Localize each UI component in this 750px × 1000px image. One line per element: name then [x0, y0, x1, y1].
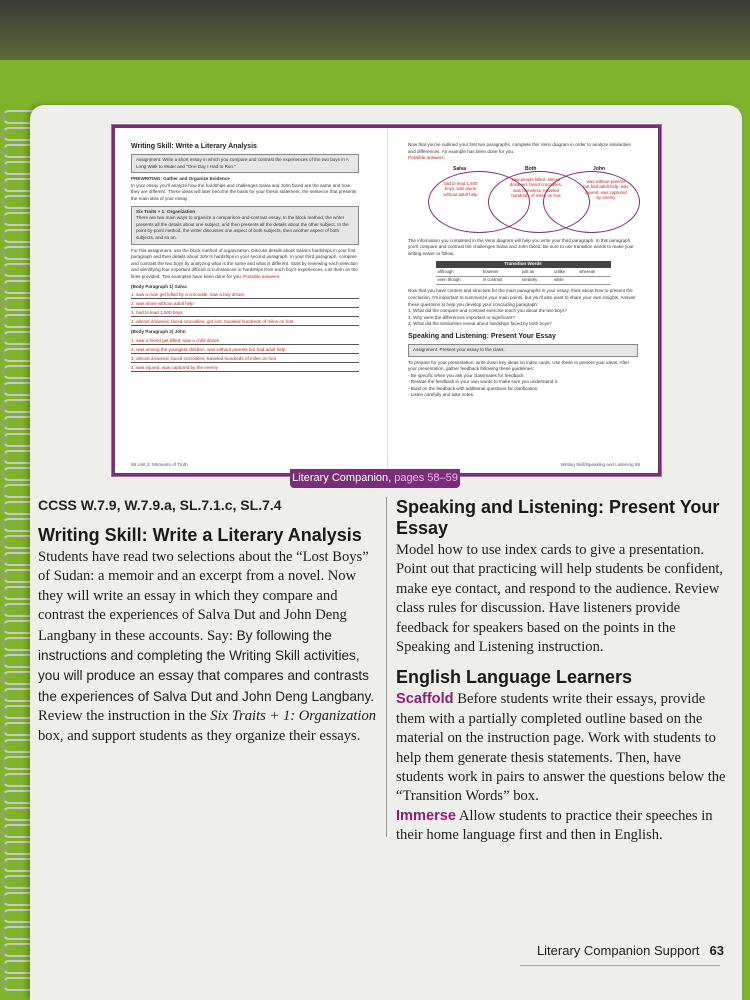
assignment-box: Assignment: Write a short essay in which you compare and contrast the experiences of the two boys in A Long Walk to Water and "One Day I Had to Run."	[131, 154, 359, 173]
speaking-listening-heading: Speaking and Listening: Present Your Essay	[396, 497, 720, 538]
sl-bullet: - Restate the feedback in your own words to make sure you understand it.	[408, 379, 559, 385]
immerse-tag: Immerse	[396, 807, 457, 824]
left-column	[38, 497, 378, 746]
venn-text-both: saw people killed, almost drowned, faced crocodiles, was homeless, traveled hundreds of miles on foot	[509, 176, 563, 198]
body1-item: 2. was alone without adult help	[131, 301, 359, 309]
inset-left-page	[131, 142, 359, 374]
six-traits-title: Six Traits + 1: Organization	[136, 208, 196, 214]
inset-right-page	[408, 142, 638, 399]
venn-label-both: Both	[525, 165, 537, 172]
venn-label-john: John	[593, 165, 605, 172]
writing-skill-paragraph	[38, 548, 378, 746]
body1-item: 4. almost drowned, faced crocodiles, got lost, traveled hundreds of miles on foot	[131, 319, 359, 327]
transition-words-title: Transition Words	[436, 261, 611, 269]
tw-cell: however	[481, 268, 520, 276]
body2-item: 3. almost drowned, faced crocodiles, traveled hundreds of miles on foot	[131, 356, 359, 364]
immerse-paragraph	[396, 807, 726, 846]
prewriting-heading: PREWRITING: Gather and Organize Evidence	[131, 176, 230, 182]
sl-bullet: - Be specific when you ask your classmates for feedback.	[408, 372, 525, 378]
venn-label-salva: Salva	[453, 165, 467, 172]
scaffold-text: Before students write their essays, provide them with a partially completed outline based on the material on the instruction page. Work with students to help them generate thesis statements. Then, have students work in pairs to answer the questions below the “Transition Words” box.	[396, 691, 726, 805]
sl-assignment-box: Assignment: Present your essay to the class.	[408, 344, 638, 357]
tw-cell: while	[552, 276, 577, 285]
body2-item: 2. was among the youngest children, was without parents but had adult help	[131, 347, 359, 355]
block-method-text	[131, 248, 359, 281]
transition-words-table	[436, 261, 611, 286]
sl-text: To prepare for your presentation, write down key ideas on index cards. Use these to present your ideas. After your presentation, gather feedback following these guidelines:	[408, 359, 630, 372]
venn-text-john: was without parents but had adult help, was injured, was captured by enemy	[583, 178, 629, 200]
immerse-text: Allow students to practice their speeches in their home language first and then in English.	[396, 807, 713, 844]
page-footer	[537, 943, 724, 958]
tw-cell: just as	[520, 268, 552, 276]
inset-sl-title: Speaking and Listening: Present Your Essay	[408, 332, 556, 340]
right-column	[396, 497, 726, 846]
question-item: 1. What did the compare-and-contrast exercise teach you about the two boys?	[408, 308, 568, 314]
background-top	[0, 0, 750, 60]
inset-right-footer: Writing Skill/Speaking and Listening 59	[560, 462, 640, 467]
body2-heading: (Body Paragraph 2) John	[131, 329, 186, 335]
inset-gutter	[387, 128, 388, 473]
block-method-body: For this assignment, use the block method of organization. Discuss details about Salva's hardships in your first paragraph and then details about John's hardships in your second paragraph. In your third paragraph, compare and contrast the two boys by analyzing what is the same and what is different. Start by reviewing each selection and identifying four important difficult circumstances or hardships from each boy's experiences. List them on the lines provided. Two examples have been done for you.	[131, 247, 358, 279]
tw-cell: although	[436, 268, 481, 276]
scaffold-tag: Scaffold	[396, 691, 454, 708]
writing-skill-intro: Students have read two selections about the “Lost Boys” of Sudan: a memoir and an excerpt from a novel. Now they will write an essay in which they compare and contrast the experiences of Salva Dut and John Deng Langbany in these accounts. Say:	[38, 549, 369, 644]
six-traits-box	[131, 206, 359, 245]
inset-caption	[290, 469, 460, 488]
column-divider	[386, 497, 387, 837]
venn-possible-answers: Possible answers:	[408, 155, 446, 161]
sl-bullet: - Listen carefully and take notes.	[408, 392, 475, 398]
venn-text-salva: had to lead 1,500 boys, was alone without adult help	[443, 180, 478, 197]
prewriting-text: In your essay you'll analyze how the hardships and challenges Salva and John faced are the same and how they are different. These ideas will later become the basis for your thesis statement, the sentence that presents the main idea of your essay.	[131, 182, 357, 201]
question-item: 2. Why were the differences important or significant?	[408, 314, 515, 320]
inset-left-footer: 58 Unit 2: Moments of Truth	[131, 462, 188, 467]
venn-diagram	[408, 165, 638, 235]
tw-cell: similarly	[520, 276, 552, 285]
six-traits-reference: Six Traits + 1: Organization	[210, 708, 377, 725]
footer-label: Literary Companion Support	[536, 943, 700, 958]
writing-skill-end: box, and support students as they organize their essays.	[38, 727, 361, 744]
tw-cell: even though	[436, 276, 481, 285]
possible-answers-label: Possible answers:	[243, 273, 281, 279]
body2-item: 1. saw a friend get killed; saw a child drown	[131, 338, 359, 346]
body1-item: 3. had to lead 1,500 boys	[131, 310, 359, 318]
writing-skill-heading: Writing Skill: Write a Literary Analysis	[38, 525, 362, 545]
tw-cell	[577, 276, 610, 285]
body1-heading: (Body Paragraph 1) Salva	[131, 283, 187, 289]
venn-after-text: The information you completed in the Venn diagram will help you write your third paragraph. In this paragraph, you'll compare and contrast the challenges Salva and John faced. Be sure to use transition words to make your writing easier to follow.	[408, 237, 634, 256]
body2-item: 4. was injured, was captured by the enemy	[131, 365, 359, 373]
tw-cell: unlike	[552, 268, 577, 276]
tw-cell: in contrast	[481, 276, 520, 285]
conclusion-text: Now that you have content and structure for the main paragraphs in your essay, think about how to present the conclusion. It's important to summarize your main points, but you'll also want to share your own insights. Answer these questions to help you develop your concluding paragraph:	[408, 288, 636, 307]
six-traits-text: There are two main ways to organize a comparison-and-contrast essay. In the block method, the writer presents all the details about one subject, and then presents all the details about the other subject. In the point-by-point method, the writer discusses one aspect of both subjects, then another aspect of both subjects, and so on.	[136, 215, 349, 240]
writing-skill-say: By following the instructions and completing the Writing Skill activities, you will produce an essay that compares and contrasts the experiences of Salva Dut and John Deng Langbany.	[38, 627, 375, 704]
speaking-listening-paragraph: Model how to use index cards to give a presentation. Point out that practicing will help students be confident, make eye contact, and respond to the audience. Review class rules for discussion. Have listeners provide feedback for speakers based on the points in the Speaking and Listening instruction.	[396, 542, 724, 656]
standards-line: CCSS W.7.9, W.7.9.a, SL.7.1.c, SL.7.4	[38, 497, 282, 513]
tw-cell: whereas	[577, 268, 610, 276]
body1-item: 1. saw a man get killed by a crocodile; saw a boy drown	[131, 292, 359, 300]
caption-label: Literary Companion,	[292, 472, 392, 484]
caption-pages: pages 58–59	[394, 472, 458, 484]
sl-bullet: - Build on the feedback with additional questions for clarification.	[408, 385, 539, 391]
scaffold-paragraph	[396, 690, 726, 806]
literary-companion-inset	[112, 125, 661, 476]
footer-rule	[520, 965, 720, 966]
inset-left-title: Writing Skill: Write a Literary Analysis	[131, 143, 257, 150]
writing-skill-review: Review the instruction in the	[38, 708, 207, 725]
page-number: 63	[709, 943, 724, 958]
question-item: 3. What did the similarities reveal about hardships faced by both boys?	[408, 321, 552, 327]
ell-heading: English Language Learners	[396, 667, 633, 688]
venn-intro: Now that you've outlined your first two paragraphs, complete this Venn diagram in order to analyze similarities and differences. An example has been done for you.	[408, 142, 631, 154]
